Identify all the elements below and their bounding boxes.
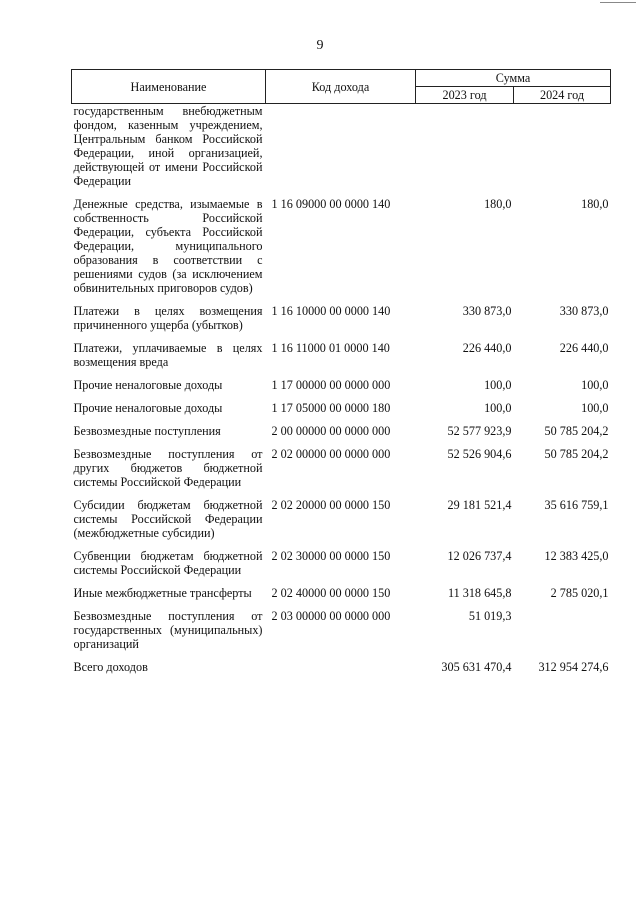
row-value-2024: 35 616 759,1	[544, 498, 609, 512]
header-year-2024: 2024 год	[514, 87, 611, 104]
table-row	[72, 586, 611, 609]
row-value-2023: 29 181 521,4	[447, 498, 512, 512]
row-value-2024: 226 440,0	[559, 341, 609, 355]
total-row	[72, 660, 611, 674]
row-value-2024	[514, 609, 611, 660]
row-code: 2 02 20000 00 0000 150	[271, 498, 391, 512]
header-year-2023: 2023 год	[416, 87, 514, 104]
row-value-2024: 100,0	[581, 401, 609, 415]
row-value-2024: 100,0	[581, 378, 609, 392]
table-row	[72, 401, 611, 424]
row-code	[266, 104, 416, 198]
table-row	[72, 197, 611, 304]
row-code: 1 16 11000 01 0000 140	[271, 341, 390, 355]
row-name: Прочие неналоговые доходы	[73, 401, 223, 415]
table-row	[72, 378, 611, 401]
row-value-2024: 2 785 020,1	[550, 586, 609, 600]
row-name: государственным внебюджетным фондом, казенным учреждением, Центральным банком Российской Федерации, иной организацией, действующей от имени Российской Федерации	[73, 104, 263, 188]
table-row	[72, 424, 611, 447]
row-name: Прочие неналоговые доходы	[73, 378, 223, 392]
row-value-2024	[514, 104, 611, 198]
row-code: 2 02 40000 00 0000 150	[271, 586, 391, 600]
row-name: Платежи в целях возмещения причиненного ущерба (убытков)	[73, 304, 263, 332]
table-row	[72, 447, 611, 498]
row-value-2023: 52 526 904,6	[447, 447, 512, 461]
row-value-2023: 12 026 737,4	[447, 549, 512, 563]
row-name: Денежные средства, изымаемые в собственность Российской Федерации, субъекта Российской Федерации, муниципального образования в соответствии с решениями судов (за исключением обвинительных приговоров судов)	[73, 197, 263, 295]
row-value-2023: 100,0	[484, 378, 512, 392]
row-name: Безвозмездные поступления от государственных (муниципальных) организаций	[73, 609, 263, 651]
table-row	[72, 304, 611, 341]
row-value-2024: 50 785 204,2	[544, 424, 609, 438]
total-code	[266, 660, 416, 674]
row-name: Платежи, уплачиваемые в целях возмещения вреда	[73, 341, 263, 369]
row-value-2023: 51 019,3	[468, 609, 512, 623]
table-row	[72, 104, 611, 198]
table-row	[72, 549, 611, 586]
row-value-2024: 50 785 204,2	[544, 447, 609, 461]
corner-mark	[600, 2, 636, 3]
row-code: 2 02 00000 00 0000 000	[271, 447, 391, 461]
row-value-2023: 100,0	[484, 401, 512, 415]
row-code: 2 02 30000 00 0000 150	[271, 549, 391, 563]
table-row	[72, 609, 611, 660]
table-row	[72, 498, 611, 549]
row-value-2023: 226 440,0	[462, 341, 512, 355]
row-name: Иные межбюджетные трансферты	[73, 586, 252, 600]
revenue-table	[71, 69, 611, 674]
total-label: Всего доходов	[73, 660, 148, 674]
row-code: 1 16 09000 00 0000 140	[271, 197, 391, 211]
row-value-2023	[416, 104, 514, 198]
row-name: Безвозмездные поступления	[73, 424, 221, 438]
header-sum: Сумма	[416, 70, 611, 87]
row-code: 1 16 10000 00 0000 140	[271, 304, 391, 318]
row-code: 1 17 05000 00 0000 180	[271, 401, 391, 415]
row-code: 2 00 00000 00 0000 000	[271, 424, 391, 438]
row-value-2024: 12 383 425,0	[544, 549, 609, 563]
row-code: 2 03 00000 00 0000 000	[271, 609, 391, 623]
page-number: 9	[316, 38, 324, 53]
row-value-2024: 180,0	[581, 197, 609, 211]
row-name: Безвозмездные поступления от других бюджетов бюджетной системы Российской Федерации	[73, 447, 263, 489]
header-code: Код дохода	[266, 70, 416, 104]
row-value-2023: 180,0	[484, 197, 512, 211]
row-name: Субвенции бюджетам бюджетной системы Российской Федерации	[73, 549, 263, 577]
row-value-2023: 52 577 923,9	[447, 424, 512, 438]
total-value-2024: 312 954 274,6	[538, 660, 609, 674]
table-row	[72, 341, 611, 378]
total-value-2023: 305 631 470,4	[441, 660, 512, 674]
row-value-2023: 330 873,0	[462, 304, 512, 318]
row-name: Субсидии бюджетам бюджетной системы Российской Федерации (межбюджетные субсидии)	[73, 498, 263, 540]
row-code: 1 17 00000 00 0000 000	[271, 378, 391, 392]
row-value-2023: 11 318 645,8	[447, 586, 512, 600]
row-value-2024: 330 873,0	[559, 304, 609, 318]
header-name: Наименование	[72, 70, 266, 104]
